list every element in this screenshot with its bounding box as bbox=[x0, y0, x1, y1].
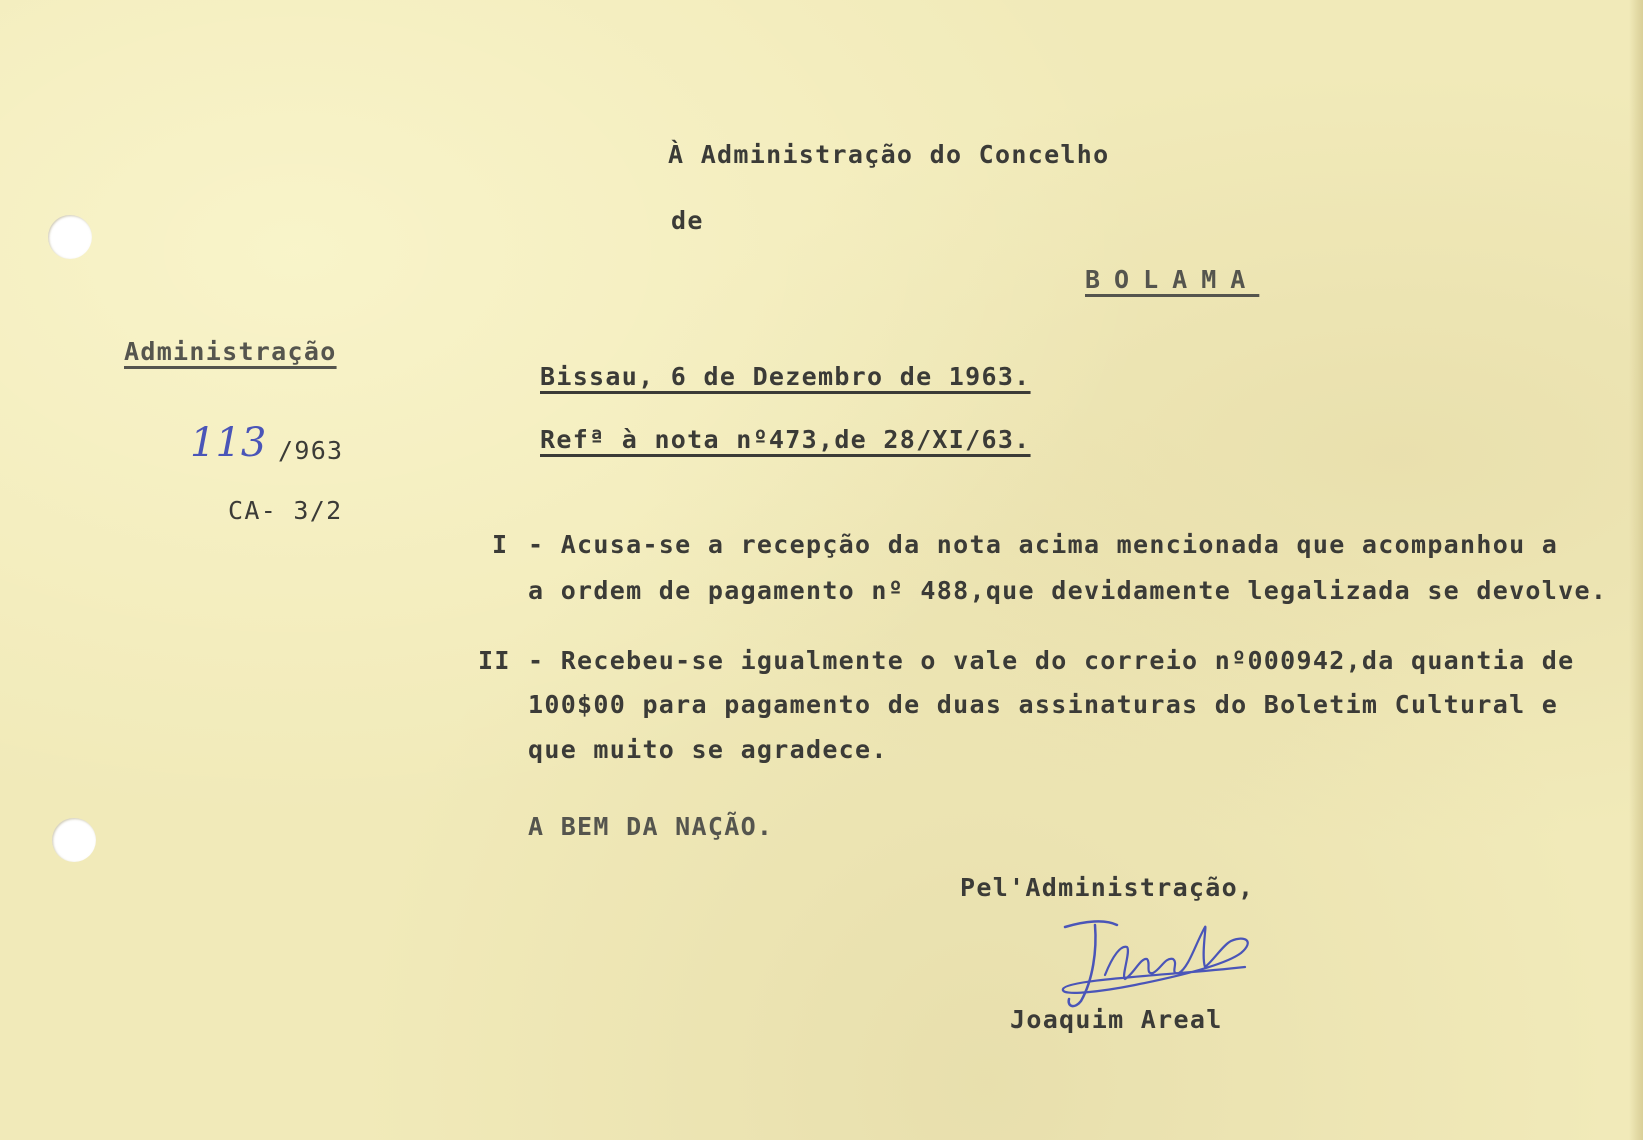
classification-code: CA- 3/2 bbox=[228, 496, 343, 525]
addressee-place: BOLAMA bbox=[1085, 265, 1260, 294]
handwritten-reference-number: 113 bbox=[190, 420, 267, 466]
paragraph-1-line-2: a ordem de pagamento nº 488,que devidamente legalizada se devolve. bbox=[528, 576, 1608, 605]
signatory-name: Joaquim Areal bbox=[1010, 1005, 1223, 1034]
addressee-line-1: À Administração do Concelho bbox=[668, 140, 1110, 169]
paragraph-2-line-1: - Recebeu-se igualmente o vale do correio nº000942,da quantia de bbox=[528, 646, 1575, 675]
paragraph-1-line-1: - Acusa-se a recepção da nota acima mencionada que acompanhou a bbox=[528, 530, 1559, 559]
paragraph-numeral-1: I bbox=[492, 530, 509, 559]
handwritten-signature bbox=[1055, 905, 1305, 1015]
paragraph-2-line-3: que muito se agradece. bbox=[528, 735, 888, 764]
sender-office: Administração bbox=[124, 337, 337, 366]
date-line: Bissau, 6 de Dezembro de 1963. bbox=[540, 362, 1031, 391]
paper-edge-shadow bbox=[1629, 0, 1643, 1140]
punch-hole-bottom bbox=[52, 818, 96, 862]
closing-salutation: A BEM DA NAÇÃO. bbox=[528, 812, 774, 841]
reference-line: Refª à nota nº473,de 28/XI/63. bbox=[540, 425, 1031, 454]
reference-year: /963 bbox=[278, 436, 344, 465]
paragraph-2-line-2: 100$00 para pagamento de duas assinaturas do Boletim Cultural e bbox=[528, 690, 1559, 719]
punch-hole-top bbox=[48, 215, 92, 259]
sign-off: Pel'Administração, bbox=[960, 873, 1255, 902]
addressee-line-2: de bbox=[671, 206, 704, 235]
paragraph-numeral-2: II bbox=[478, 646, 511, 675]
